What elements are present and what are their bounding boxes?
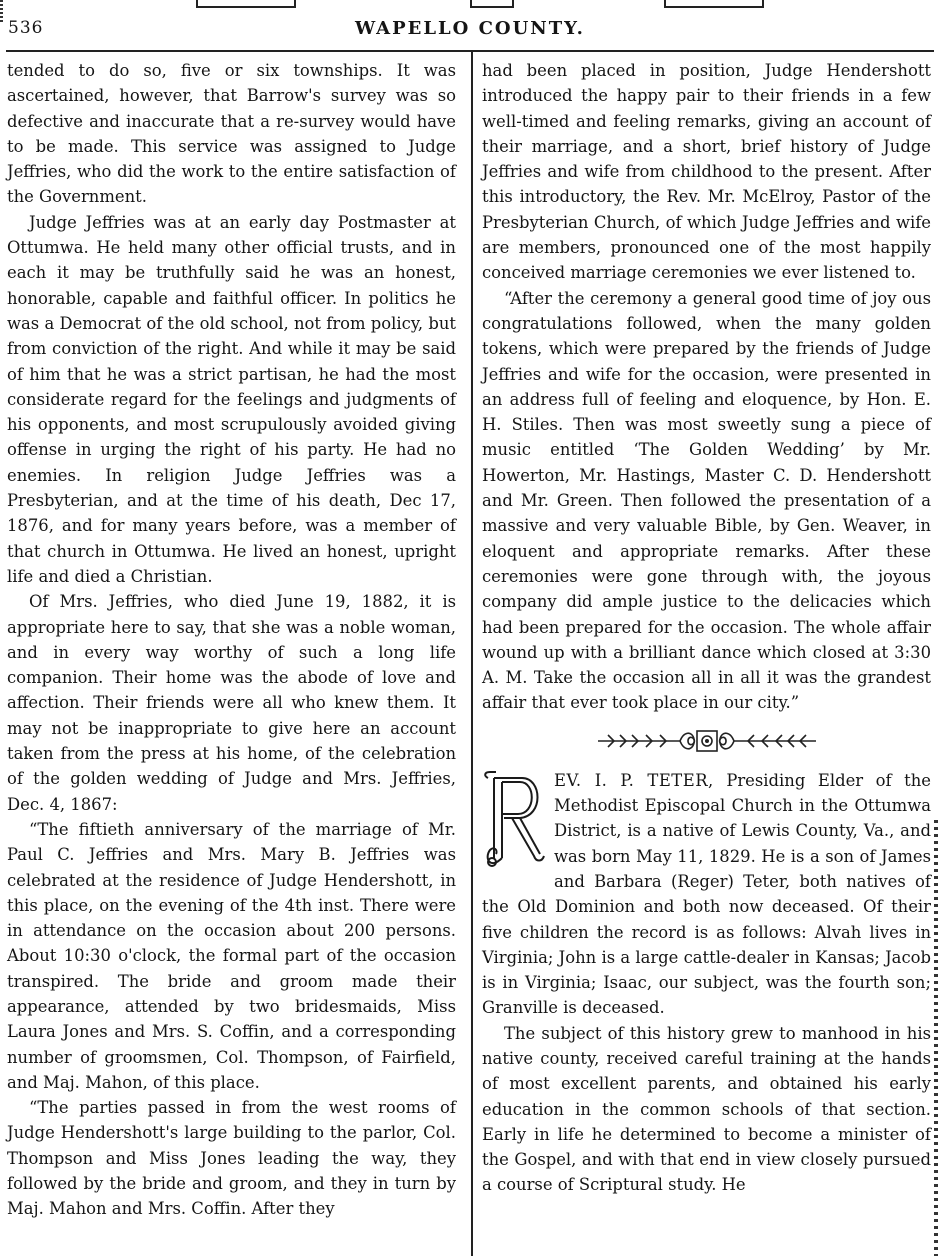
- drop-cap-r-icon: [482, 770, 548, 874]
- right-edge-marks: [934, 820, 938, 1256]
- biography-lead-caps: EV. I. P. TETER,: [554, 770, 714, 790]
- ornamental-divider-icon: [594, 724, 820, 758]
- paragraph: Of Mrs. Jeffries, who died June 19, 1882, it is appropriate here to say, that she was a noble woman, and in every way worthy of such a long life companion. Their home was the abode of love and affection. Their friends were all who knew them. It may not be inappropriate to give here an account taken from the press at his home, of the celebration of the golden wedding of Judge and Mrs. Jeffries, Dec. 4, 1867:: [7, 592, 456, 814]
- left-column: [7, 58, 456, 1222]
- biography-section: [482, 768, 931, 1198]
- paragraph: Judge Jeffries was at an early day Postmaster at Ottumwa. He held many other official trusts, and in each it may be truthfully said he was an honest, honorable, capable and faithful officer. In politics he was a Democrat of the old school, not from policy, but from conviction of the right. And while it may be said of him that he was a strict partisan, he had the most considerate regard for the feelings and judgments of his opponents, and most scrupulously avoided giving offense in urging the right of his party. He had no enemies. In religion Judge Jeffries was a Presbyterian, and at the time of his death, Dec 17, 1876, and for many years before, was a member of that church in Ottumwa. He lived an honest, upright life and died a Christian.: [7, 212, 456, 586]
- paragraph: tended to do so, five or six townships. It was ascertained, however, that Barrow's survey was so defective and inaccurate that a re-survey would have to be made. This service was assigned to Judge Jeffries, who did the work to the entire satisfaction of the Government.: [7, 61, 456, 207]
- column-divider: [471, 52, 473, 1256]
- page-number: 536: [8, 18, 44, 38]
- paragraph: had been placed in position, Judge Hendershott introduced the happy pair to their friends in a few well-timed and feeling remarks, giving an account of their marriage, and a short, brief history of Judge Jeffries and wife from childhood to the present. After this introductory, the Rev. Mr. McElroy, Pastor of the Presbyterian Church, of which Judge Jeffries and wife are members, pronounced one of the most happily conceived marriage ceremonies we ever listened to.: [482, 61, 931, 283]
- header-rule: [6, 50, 934, 52]
- paragraph: “After the ceremony a general good time of joy ous congratulations followed, when the many golden tokens, which were prepared by the friends of Judge Jeffries and wife for the occasion, were presented in an address full of feeling and eloquence, by Hon. E. H. Stiles. Then was most sweetly sung a piece of music entitled ‘The Golden Wedding’ by Mr. Howerton, Mr. Hastings, Master C. D. Hendershott and Mr. Green. Then followed the presentation of a massive and very valuable Bible, by Gen. Weaver, in eloquent and appropriate remarks. After these ceremonies were gone through with, the joyous company did ample justice to the delicacies which had been prepared for the occasion. The whole affair wound up with a brilliant dance which closed at 3:30 A. M. Take the occasion all in all it was the grandest affair that ever took place in our city.”: [482, 288, 931, 713]
- paragraph: “The fiftieth anniversary of the marriage of Mr. Paul C. Jeffries and Mrs. Mary B. Jeffries was celebrated at the residence of Judge Hendershott, in this place, on the evening of the 4th inst. There were in attendance on the occasion about 200 persons. About 10:30 o'clock, the formal part of the occasion transpired. The bride and groom made their appearance, attended by two bridesmaids, Miss Laura Jones and Mrs. S. Coffin, and a corresponding number of groomsmen, Col. Thompson, of Fairfield, and Maj. Mahon, of this place.: [7, 819, 456, 1092]
- paragraph: “The parties passed in from the west rooms of Judge Hendershott's large building to the parlor, Col. Thompson and Miss Jones leading the way, they followed by the bride and groom, and they in turn by Maj. Mahon and Mrs. Coffin. After they: [7, 1098, 456, 1219]
- paragraph: The subject of this history grew to manhood in his native county, received careful training at the hands of most excellent parents, and obtained his early education in the common schools of that section. Early in life he determined to become a minister of the Gospel, and with that end in view closely pursued a course of Scriptural study. He: [482, 1023, 931, 1195]
- page-top-edge: [0, 0, 940, 12]
- biography-first-paragraph: [482, 768, 931, 1021]
- biography-text: Presiding Elder of the Methodist Episcopal Church in the Ottumwa District, is a native of Lewis County, Va., and was born May 11, 1829. He is a son of James and Barbara (Reger) Teter, both natives of the Old Dominion and both now deceased. Of their five children the record is as follows: Alvah lives in Virginia; John is a large cattle-dealer in Kansas; Jacob is in Virginia; Isaac, our subject, was the fourth son; Granville is deceased.: [482, 770, 931, 1018]
- right-column: [482, 58, 931, 1198]
- running-head: WAPELLO COUNTY.: [355, 18, 585, 39]
- page-header: [0, 14, 940, 48]
